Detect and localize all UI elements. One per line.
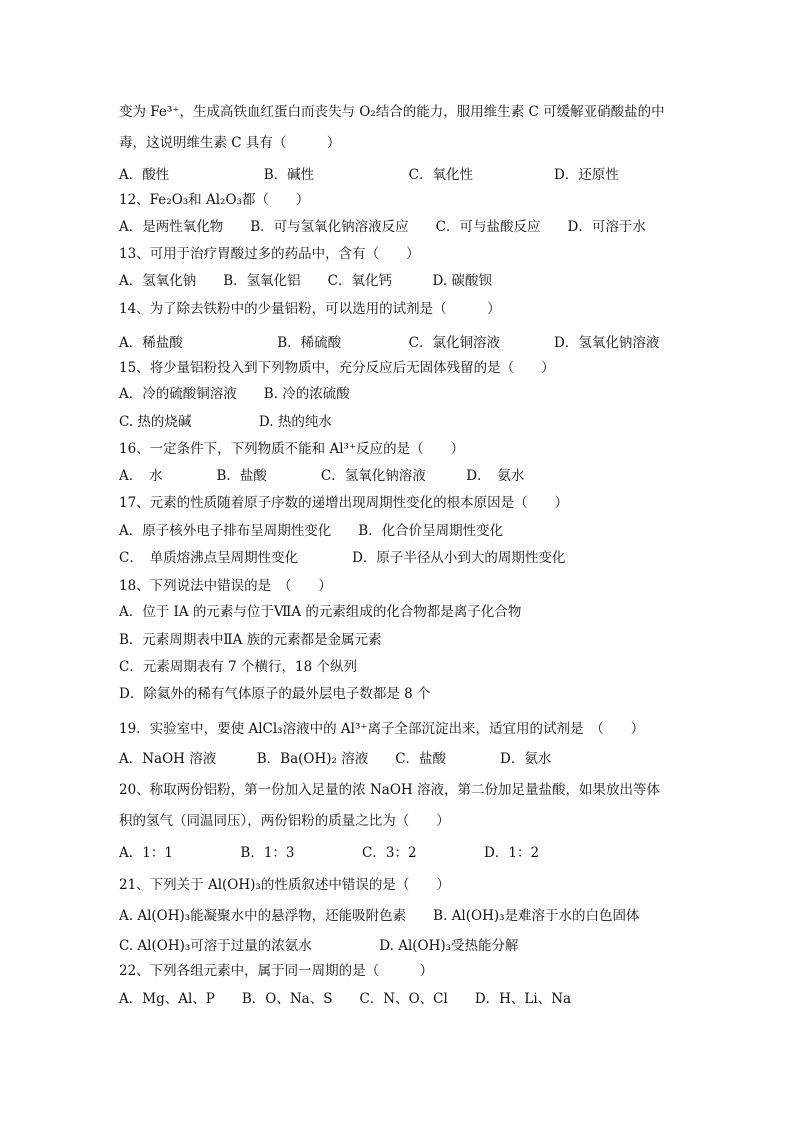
text-line: A．1：1 B．1：3 C．3：2 D．1：2: [119, 845, 540, 861]
text-line: A．酸性 B．碱性 C．氧化性 D．还原性: [119, 167, 619, 183]
text-line: 19．实验室中，要使 AlCl₃溶液中的 Al³⁺离子全部沉淀出来，适宜用的试剂是 （ ）: [119, 721, 645, 737]
text-line: 17、元素的性质随着原子序数的递增出现周期性变化的根本原因是（ ）: [119, 495, 569, 511]
text-line: 14、为了除去铁粉中的少量铝粉，可以选用的试剂是（ ）: [119, 301, 501, 317]
text-line: A．NaOH 溶液 B．Ba(OH)₂ 溶液 C．盐酸 D．氨水: [119, 751, 552, 767]
text-line: A．氢氧化钠 B．氢氧化铝 C．氧化钙 D. 碳酸钡: [119, 273, 492, 289]
text-line: C． 单质熔沸点呈周期性变化 D．原子半径从小到大的周期性变化: [119, 550, 566, 566]
text-line: D．除氦外的稀有气体原子的最外层电子数都是 8 个: [119, 686, 431, 702]
text-line: A．冷的硫酸铜溶液 B. 冷的浓硫酸: [119, 386, 350, 402]
text-line: 18、下列说法中错误的是 （ ）: [119, 578, 332, 594]
text-line: C. Al(OH)₃可溶于过量的浓氨水 D. Al(OH)₃受热能分解: [119, 938, 519, 954]
text-line: 21、下列关于 Al(OH)₃的性质叙述中错误的是（ ）: [119, 877, 450, 893]
text-line: A．原子核外电子排布呈周期性变化 B．化合价呈周期性变化: [119, 523, 504, 539]
text-line: 积的氢气（同温同压），两份铝粉的质量之比为（ ）: [119, 813, 450, 829]
text-line: 22、下列各组元素中，属于同一周期的是（ ）: [119, 963, 434, 979]
text-line: 毒，这说明维生素 C 具有（ ）: [119, 135, 341, 151]
text-line: C．元素周期表有 7 个横行，18 个纵列: [119, 659, 357, 675]
text-line: A．Mg、Al、P B．O、Na、S C．N、O、Cl D．H、Li、Na: [119, 991, 572, 1007]
text-line: A． 水 B．盐酸 C．氢氧化钠溶液 D． 氨水: [119, 468, 525, 484]
text-line: 变为 Fe³⁺，生成高铁血红蛋白而丧失与 O₂结合的能力，服用维生素 C 可缓解亚硝酸盐的中: [119, 104, 665, 120]
text-line: 16、一定条件下，下列物质不能和 Al³⁺反应的是（ ）: [119, 441, 465, 457]
text-line: B．元素周期表中ⅡA 族的元素都是金属元素: [119, 632, 382, 648]
text-line: A．位于 IA 的元素与位于ⅦA 的元素组成的化合物都是离子化合物: [119, 604, 522, 620]
text-line: A. Al(OH)₃能凝聚水中的悬浮物，还能吸附色素 B. Al(OH)₃是难溶于水的白色固体: [119, 908, 640, 924]
text-line: 13、可用于治疗胃酸过多的药品中，含有（ ）: [119, 246, 420, 262]
text-line: A．稀盐酸 B．稀硫酸 C．氯化铜溶液 D．氢氧化钠溶液: [119, 335, 660, 351]
text-line: A．是两性氧化物 B．可与氢氧化钠溶液反应 C．可与盐酸反应 D．可溶于水: [119, 219, 646, 235]
text-line: 12、Fe₂O₃和 Al₂O₃都（ ）: [119, 192, 310, 208]
text-line: C. 热的烧碱 D. 热的纯水: [119, 414, 332, 430]
text-line: 15、将少量铝粉投入到下列物质中，充分反应后无固体残留的是（ ）: [119, 360, 555, 376]
text-line: 20、称取两份铝粉，第一份加入足量的浓 NaOH 溶液，第二份加足量盐酸，如果放出等体: [119, 782, 660, 798]
